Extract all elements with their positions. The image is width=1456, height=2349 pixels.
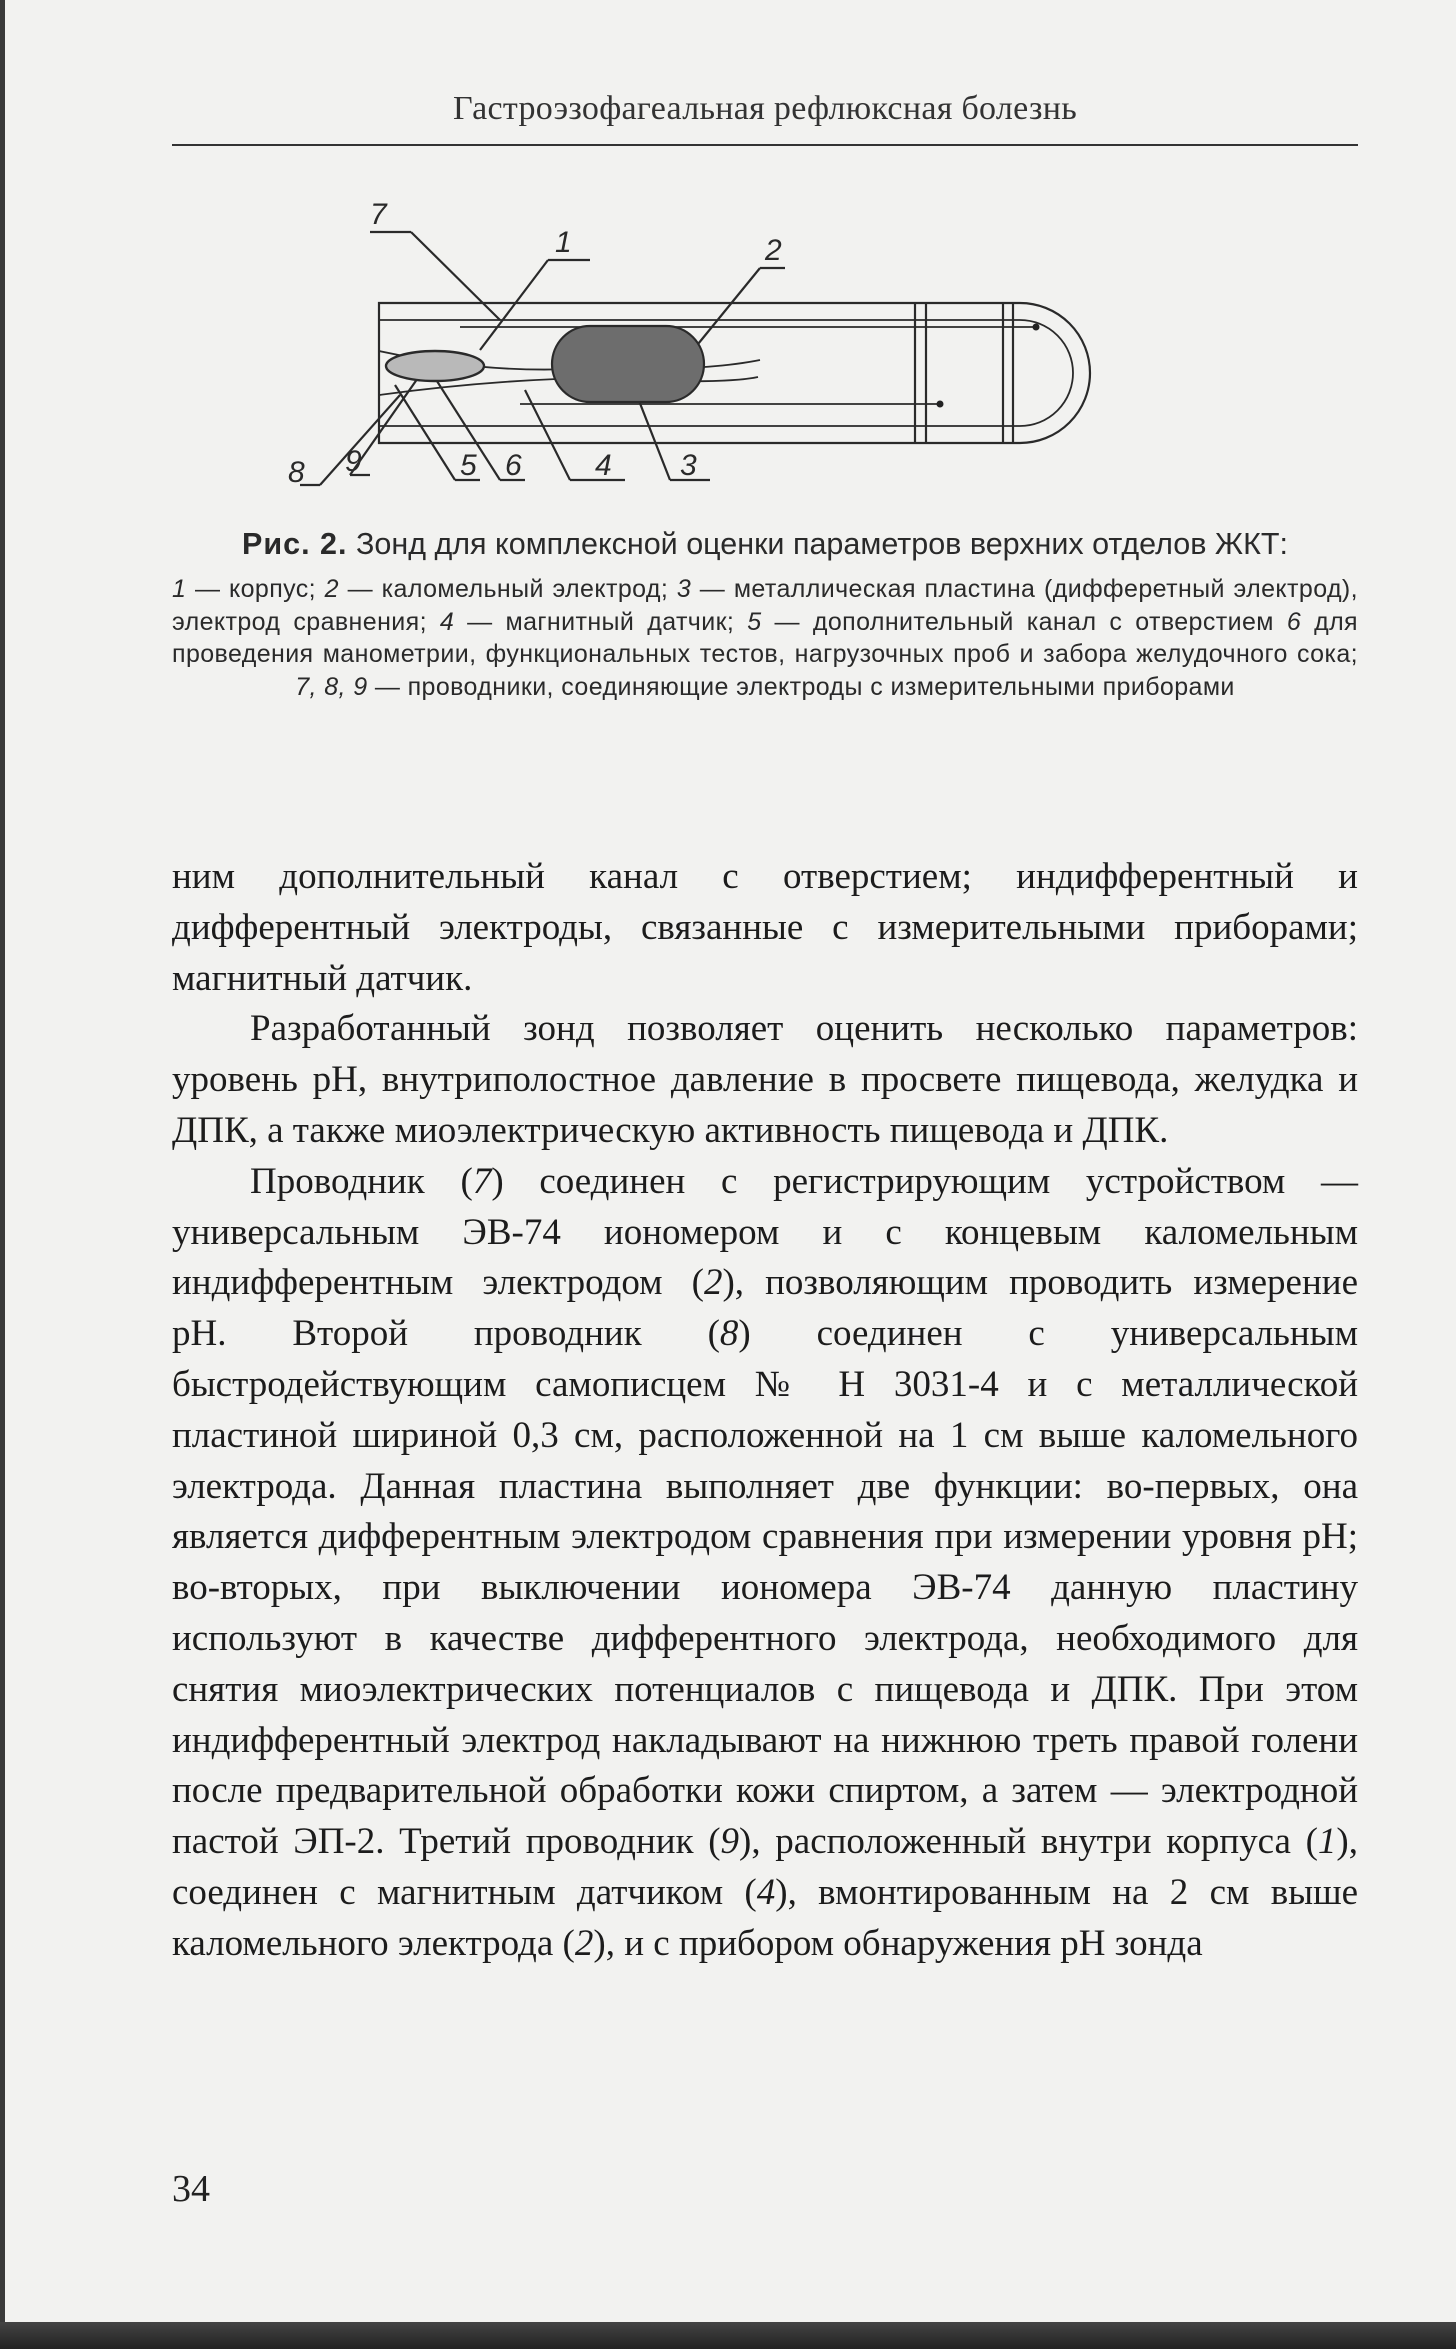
caption-legend xyxy=(172,573,1358,703)
paragraph-3-text: ), позволяющим проводить измерение рН. Второй проводник ( xyxy=(172,1262,1358,1355)
legend-num: 1 xyxy=(172,575,187,603)
ref-num: 1 xyxy=(1317,1821,1337,1863)
caption-title xyxy=(172,525,1358,563)
legend-num: 4 xyxy=(439,607,455,636)
probe-diagram xyxy=(288,190,1140,510)
leader-7 xyxy=(411,232,500,320)
page-number: 34 xyxy=(172,2168,210,2210)
legend-text: — проводники, соединяющие электроды с измерительными приборами xyxy=(367,672,1235,701)
legend-text: — магнитный датчик; xyxy=(454,607,748,636)
legend-text: — дополнительный канал с отверстием xyxy=(761,607,1287,636)
paragraph-3-text: ), вмонтированным на 2 см выше каломельного электрода ( xyxy=(172,1871,1358,1964)
running-head: Гастроэзофагеальная рефлюксная болезнь xyxy=(452,90,1077,127)
caption-title-text: Зонд для комплексной оценки параметров верхних отделов ЖКТ: xyxy=(355,527,1288,561)
conductor-8-end xyxy=(937,401,944,408)
ref-num: 7 xyxy=(472,1160,492,1202)
paragraph-3-text: ) соединен с регистрирующим устройством — универсальным ЭВ-74 иономером и с концевым каломельным индифферентным электродом ( xyxy=(172,1160,1358,1304)
figure-label-8: 8 xyxy=(288,456,305,489)
paragraph-1: ним дополнительный канал с отверстием; индифферентный и дифферентный электроды, связанные с измерительными приборами; магнитный датчик. xyxy=(172,856,1358,999)
body-text xyxy=(172,852,1358,1970)
paragraph-3-text: ), расположенный внутри корпуса ( xyxy=(739,1821,1318,1863)
paragraph-3-text: ), и с прибором обнаружения рН зонда xyxy=(593,1922,1203,1964)
ref-num: 2 xyxy=(574,1922,594,1964)
paragraph-2: Разработанный зонд позволяет оценить несколько параметров: уровень рН, внутриполостное давление в просвете пищевода, желудка и ДПК, а также миоэлектрическую активность пищевода и ДПК. xyxy=(172,1008,1358,1151)
legend-text: для проведения манометрии, функциональных тестов, нагрузочных проб и забора желудочного сока; xyxy=(172,607,1358,668)
legend-num: 5 xyxy=(747,607,762,636)
legend-text: — корпус; xyxy=(186,575,325,603)
channel-opening-oval xyxy=(386,351,484,381)
ref-num: 8 xyxy=(719,1313,739,1355)
figure-label-7: 7 xyxy=(370,198,387,231)
scan-bottom-band xyxy=(0,2322,1456,2349)
conductor-7-end xyxy=(1033,324,1040,331)
leader-5 xyxy=(395,385,455,480)
header-rule xyxy=(172,144,1358,146)
probe-inner-outline xyxy=(379,320,1073,426)
leader-1 xyxy=(480,260,548,350)
legend-num: 7, 8, 9 xyxy=(295,672,368,701)
figure-label-1: 1 xyxy=(555,226,572,259)
ref-num: 9 xyxy=(720,1821,740,1863)
ref-num: 2 xyxy=(703,1262,723,1304)
figure-label-3: 3 xyxy=(680,449,697,482)
magnetic-sensor xyxy=(552,326,704,402)
legend-num: 2 xyxy=(324,575,339,603)
figure-caption xyxy=(172,525,1358,703)
caption-label: Рис. 2. xyxy=(242,527,348,561)
figure-label-2: 2 xyxy=(765,234,782,267)
page-left-edge xyxy=(0,0,5,2349)
legend-text: — металлическая пластина (дифферетный электрод), электрод сравнения; xyxy=(172,575,1359,636)
paragraph-3-text: Проводник ( xyxy=(250,1160,473,1202)
legend-text: — каломельный электрод; xyxy=(338,575,677,603)
figure-label-4: 4 xyxy=(595,449,612,482)
paragraph-3-text: ) соединен с универсальным быстродействующим самописцем № Н 3031-4 и с металлической пластиной шириной 0,3 см, расположенной на 1 см выше каломельного электрода. Данная пластина выполняет две функции: во-первых, она является дифферентным электродом сравнения при измерении уровня рН; во-вторых, при выключении иономера ЭВ-74 данную пластину используют в качестве дифферентного электрода, необходимого для снятия миоэлектрических потенциалов с пищевода и ДПК. При этом индифферентный электрод накладывают на нижнюю треть правой голени после предварительной обработки кожи спиртом, а затем — электродной пастой ЭП-2. Третий проводник ( xyxy=(172,1313,1359,1863)
figure-label-5: 5 xyxy=(460,449,477,482)
ref-num: 4 xyxy=(756,1871,776,1913)
paragraph-3-text: ), соединен с магнитным датчиком ( xyxy=(172,1821,1358,1913)
figure-label-9: 9 xyxy=(345,445,362,478)
paragraph-3 xyxy=(172,1157,1358,1970)
legend-num: 3 xyxy=(676,575,692,603)
probe-body-outline xyxy=(379,303,1090,443)
figure-label-6: 6 xyxy=(505,449,522,482)
legend-num: 6 xyxy=(1286,607,1302,636)
